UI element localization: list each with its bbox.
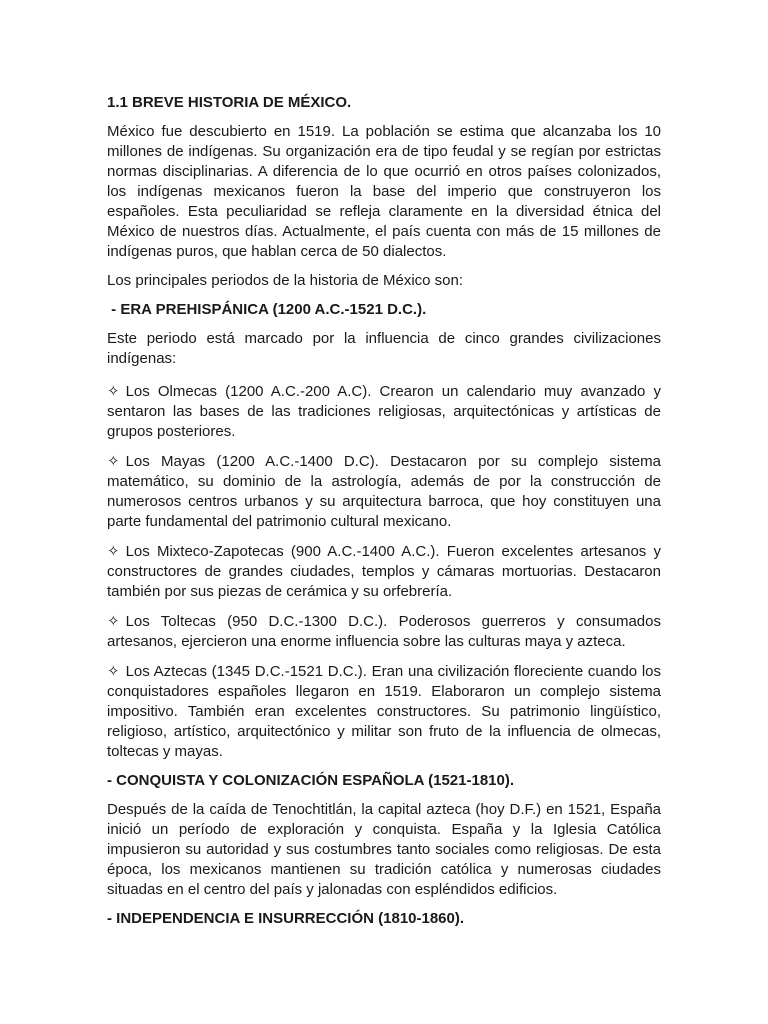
section-heading-conquista: - CONQUISTA Y COLONIZACIÓN ESPAÑOLA (1521-1810). (107, 772, 515, 789)
civilization-text: Los Olmecas (1200 A.C.-200 A.C). Crearon un calendario muy avanzado y sentaron las bases de las tradiciones religiosas, arquitectónicas y artísticas de grupos posteriores. (107, 383, 661, 440)
civilization-item-toltecas (107, 612, 661, 652)
sparkle-bullet-icon: ✧ (107, 383, 120, 400)
sparkle-bullet-icon: ✧ (107, 663, 120, 680)
sparkle-bullet-icon: ✧ (107, 613, 120, 630)
sparkle-bullet-icon: ✧ (107, 453, 120, 470)
section-heading-independencia: - INDEPENDENCIA E INSURRECCIÓN (1810-1860). (107, 910, 465, 927)
civilization-text: Los Toltecas (950 D.C.-1300 D.C.). Poderosos guerreros y consumados artesanos, ejercieron una enorme influencia sobre las culturas maya y azteca. (107, 613, 661, 650)
civilization-item-mayas (107, 452, 661, 532)
conquista-paragraph: Después de la caída de Tenochtitlán, la capital azteca (hoy D.F.) en 1521, España inició un período de exploración y conquista. España y la Iglesia Católica impusieron su autoridad y sus costumbres tanto sociales como religiosas. De esta época, los mexicanos mantienen su tradición católica y numerosas ciudades situadas en el centro del país y jalonadas con espléndidos edificios. (107, 801, 661, 898)
sparkle-bullet-icon: ✧ (107, 543, 120, 560)
era-prehispanica-description: Este periodo está marcado por la influencia de cinco grandes civilizaciones indígenas: (107, 330, 661, 367)
section-heading-era-prehispanica: - ERA PREHISPÁNICA (1200 A.C.-1521 D.C.). (107, 301, 427, 318)
civilization-item-mixteco-zapotecas (107, 542, 661, 602)
civilization-text: Los Mayas (1200 A.C.-1400 D.C). Destacaron por su complejo sistema matemático, su dominio de la astrología, además de por la construcción de numerosos centros urbanos y su arquitectura barroca, que hoy constituyen una parte fundamental del patrimonio cultural mexicano. (107, 453, 661, 530)
civilization-text: Los Aztecas (1345 D.C.-1521 D.C.). Eran una civilización floreciente cuando los conquistadores españoles llegaron en 1519. Elaboraron un complejo sistema impositivo. También eran excelentes constructores. Su patrimonio lingüístico, religioso, artístico, arquitectónico y militar son fruto de la influencia de olmecas, toltecas y mayas. (107, 663, 661, 760)
document-title: 1.1 BREVE HISTORIA DE MÉXICO. (107, 94, 352, 111)
civilization-text: Los Mixteco-Zapotecas (900 A.C.-1400 A.C.). Fueron excelentes artesanos y constructores de grandes ciudades, templos y cámaras mortuorias. Destacaron también por sus piezas de cerámica y su orfebrería. (107, 543, 661, 600)
civilization-item-aztecas (107, 662, 661, 762)
periods-intro-paragraph: Los principales periodos de la historia de México son: (107, 272, 464, 289)
intro-paragraph: México fue descubierto en 1519. La población se estima que alcanzaba los 10 millones de indígenas. Su organización era de tipo feudal y se regían por estrictas normas disciplinarias. A diferencia de lo que ocurrió en otros países colonizados, los indígenas mexicanos fueron la base del imperio que construyeron los españoles. Esta peculiaridad se refleja claramente en la diversidad étnica del México de nuestros días. Actualmente, el país cuenta con más de 15 millones de indígenas puros, que hablan cerca de 50 dialectos. (107, 123, 661, 260)
civilization-item-olmecas (107, 382, 661, 442)
